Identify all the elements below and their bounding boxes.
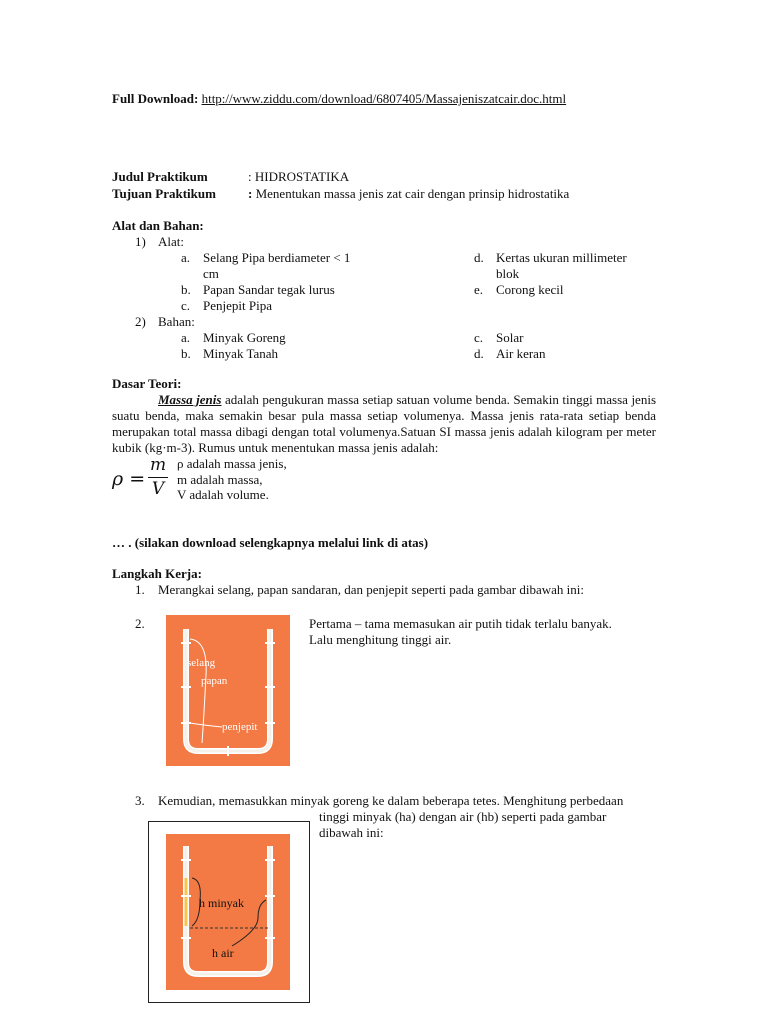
- tujuan-label: Tujuan Praktikum: [112, 186, 216, 201]
- alat-bahan-heading: Alat dan Bahan:: [112, 218, 204, 233]
- def-v: V adalah volume.: [177, 487, 269, 502]
- bahan-a-letter: a.: [181, 330, 191, 345]
- bahan-label: Bahan:: [158, 314, 195, 329]
- bahan-a-text: Minyak Goreng: [203, 330, 286, 345]
- alat-e-text: Corong kecil: [496, 282, 564, 297]
- teori-paragraph: [112, 392, 656, 456]
- formula-numerator: m: [149, 455, 167, 475]
- tujuan-value: Menentukan massa jenis zat cair dengan prinsip hidrostatika: [255, 186, 570, 201]
- formula-denominator: V: [151, 479, 165, 499]
- step3-line2: tinggi minyak (ha) dengan air (hb) seperti pada gambar: [319, 809, 607, 824]
- alat-b-text: Papan Sandar tegak lurus: [203, 282, 335, 297]
- alat-a-text: Selang Pipa berdiameter < 1: [203, 250, 351, 265]
- alat-d-text: Kertas ukuran millimeter: [496, 250, 627, 265]
- label-penjepit: penjepit: [222, 721, 258, 733]
- step3-line1: Kemudian, memasukkan minyak goreng ke dalam beberapa tetes. Menghitung perbedaan: [158, 793, 624, 808]
- tujuan-value-line: [248, 186, 569, 202]
- alat-c-text: Penjepit Pipa: [203, 298, 272, 313]
- label-papan: papan: [201, 675, 228, 687]
- judul-value: : HIDROSTATIKA: [248, 169, 350, 184]
- step2-num: 2.: [135, 616, 145, 631]
- alat-e-letter: e.: [474, 282, 484, 297]
- alat-d-letter: d.: [474, 250, 484, 265]
- judul-label: Judul Praktikum: [112, 169, 208, 184]
- label-h-air: h air: [212, 946, 234, 960]
- alat-a-text-cont: cm: [203, 266, 219, 281]
- step2-line2: Lalu menghitung tinggi air.: [309, 632, 452, 647]
- download-notice: … . (silakan download selengkapnya melalui link di atas): [112, 535, 429, 550]
- bahan-d-text: Air keran: [496, 346, 546, 361]
- alat-c-letter: c.: [181, 298, 191, 313]
- figure-height-measurement: [166, 834, 290, 990]
- teori-text: adalah pengukuran massa setiap satuan volume benda. Semakin tinggi massa jenis suatu benda, maka semakin besar pula massa setiap volumenya. Massa jenis rata-rata setiap benda merupakan total massa dibagi dengan total volumenya.Satuan SI massa jenis adalah kilogram per meter kubik (kg·m-3). Rumus untuk menentukan massa jenis adalah:: [112, 392, 656, 455]
- step1-text: Merangkai selang, papan sandaran, dan penjepit seperti pada gambar dibawah ini:: [158, 582, 584, 597]
- download-link[interactable]: http://www.ziddu.com/download/6807405/Massajeniszatcair.doc.html: [201, 91, 567, 106]
- formula-fraction-bar: [148, 477, 168, 478]
- bahan-d-letter: d.: [474, 346, 484, 361]
- alat-label: Alat:: [158, 234, 184, 249]
- bahan-b-letter: b.: [181, 346, 191, 361]
- teori-term: Massa jenis: [158, 392, 222, 407]
- label-selang: selang: [187, 657, 216, 669]
- download-line: [112, 91, 566, 107]
- tujuan-colon: :: [248, 186, 253, 201]
- step1-num: 1.: [135, 582, 145, 597]
- bahan-b-text: Minyak Tanah: [203, 346, 279, 361]
- bahan-num: 2): [135, 314, 146, 329]
- langkah-heading: Langkah Kerja:: [112, 566, 202, 581]
- bahan-c-letter: c.: [474, 330, 484, 345]
- step3-num: 3.: [135, 793, 145, 808]
- apparatus-drawing: [166, 615, 290, 766]
- step3-line3: dibawah ini:: [319, 825, 384, 840]
- label-h-minyak: h minyak: [199, 896, 244, 910]
- teori-heading: Dasar Teori:: [112, 376, 182, 391]
- def-m: m adalah massa,: [177, 472, 263, 487]
- formula-lhs: ρ =: [112, 468, 146, 490]
- bahan-c-text: Solar: [496, 330, 524, 345]
- alat-a-letter: a.: [181, 250, 191, 265]
- figure-apparatus-setup: [166, 615, 290, 766]
- def-rho: ρ adalah massa jenis,: [177, 456, 287, 471]
- alat-d-text-cont: blok: [496, 266, 520, 281]
- step2-line1: Pertama – tama memasukan air putih tidak terlalu banyak.: [309, 616, 612, 631]
- download-label: Full Download:: [112, 91, 199, 106]
- alat-b-letter: b.: [181, 282, 191, 297]
- alat-num: 1): [135, 234, 146, 249]
- height-diagram: [166, 834, 290, 990]
